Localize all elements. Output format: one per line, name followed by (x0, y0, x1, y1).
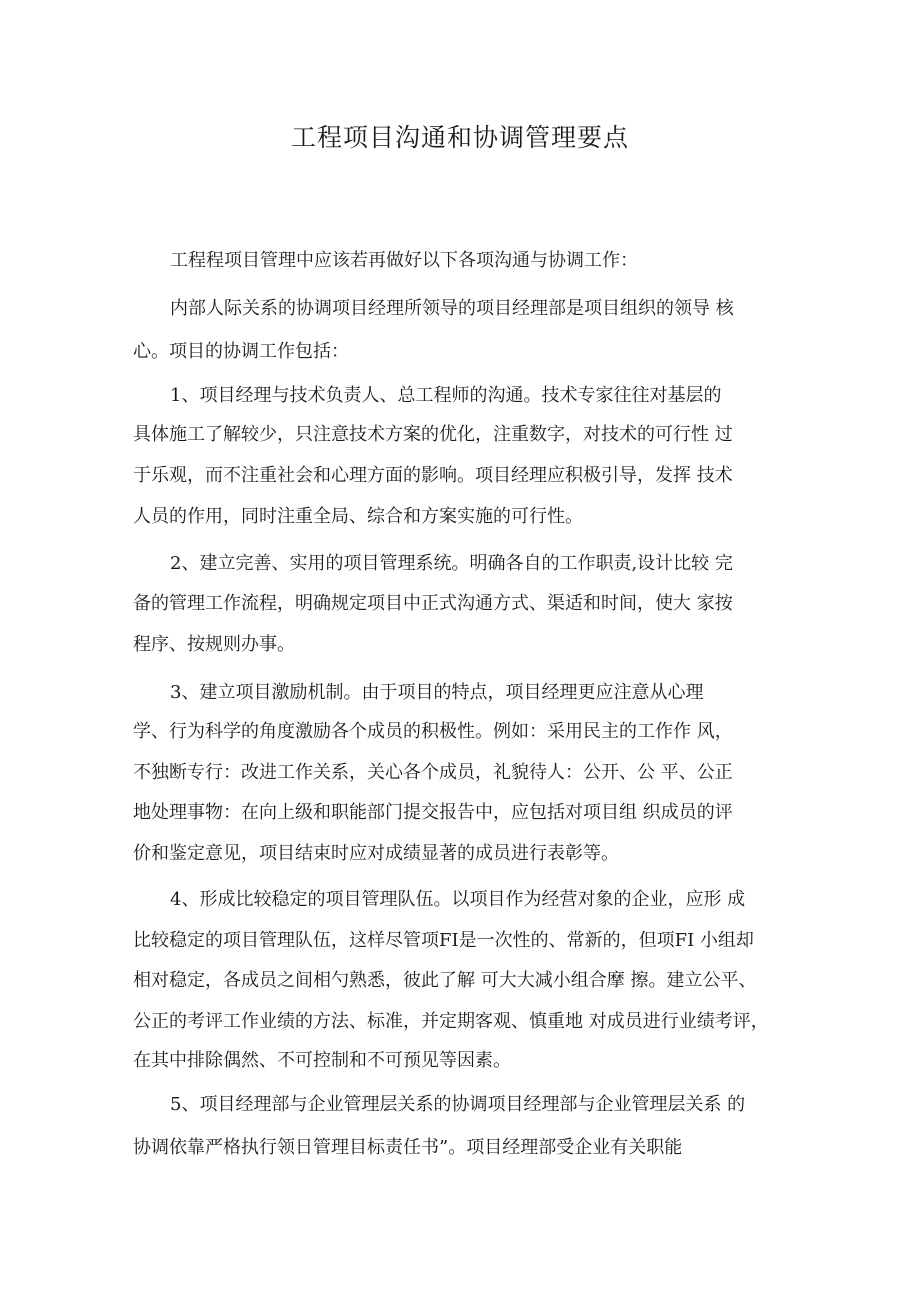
paragraph-internal-line: 心。项目的协调工作包括： (133, 341, 349, 362)
paragraph-item4-line: 公正的考评工作业绩的方法、标准，并定期客观、慎重地 对成员进行业绩考评， (133, 1011, 769, 1032)
paragraph-item1-line: 1、项目经理与技术负责人、总工程师的沟通。技术专家往往对基层的 (170, 385, 722, 406)
paragraph-item1-line: 具体施工了解较少，只注意技术方案的优化，注重数字，对技术的可行性 过 (133, 424, 733, 445)
paragraph-item5-line: 5、项目经理部与企业管理层关系的协调项目经理部与企业管理层关系 的 (170, 1094, 746, 1115)
paragraph-item4-line: 在其中排除偶然、不可控制和不可预见等因素。 (133, 1050, 511, 1071)
paragraph-item3-line: 不独断专行：改进工作关系，关心各个成员，礼貌待人：公开、公 平、公正 (133, 762, 733, 783)
paragraph-item3-line: 地处理事物：在向上级和职能部门提交报告中，应包括对项目组 织成员的评 (133, 802, 733, 823)
paragraph-item3-line: 3、建立项目激励机制。由于项目的特点，项目经理更应注意从心理 (170, 682, 704, 703)
paragraph-item5-line: 协调依靠严格执行领日管理目标责任书”。项目经理部受企业有关职能 (133, 1137, 683, 1158)
paragraph-item1-line: 于乐观，而不注重社会和心理方面的影响。项目经理应积极引导，发挥 技术 (133, 465, 733, 486)
paragraph-item2-line: 2、建立完善、实用的项目管理系统。明确各自的工作职责,设计比较 完 (170, 553, 733, 574)
paragraph-item3-line: 价和鉴定意见，项目结束时应对成绩显著的成员进行表彰等。 (133, 843, 619, 864)
paragraph-item2-line: 备的管理工作流程，明确规定项目中正式沟通方式、渠适和时间，使大 家按 (133, 593, 733, 614)
paragraph-internal-line: 内部人际关系的协调项目经理所领导的项目经理部是项目组织的领导 核 (170, 298, 734, 319)
paragraph-item1-line: 人员的作用，同时注重全局、综合和方案实施的可行性。 (133, 506, 583, 527)
paragraph-item3-line: 学、行为科学的角度激励各个成员的积极性。例如：采用民主的工作作 风， (133, 721, 733, 742)
paragraph-intro-line: 工程程项目管理中应该若再做好以下各项沟通与协调工作： (170, 250, 638, 271)
document-title: 工程项目沟通和协调管理要点 (290, 123, 629, 152)
paragraph-item4-line: 相对稳定，各成员之间相勺熟悉，彼此了解 可大大减小组合摩 擦。建立公平、 (133, 970, 757, 991)
paragraph-item2-line: 程序、按规则办事。 (133, 634, 295, 655)
paragraph-item4-line: 比较稳定的项目管理队伍，这样尽管项FI是一次性的、常新的，但项FI 小组却 (133, 930, 754, 951)
paragraph-item4-line: 4、形成比较稳定的项目管理队伍。以项目作为经营对象的企业，应形 成 (170, 889, 746, 910)
